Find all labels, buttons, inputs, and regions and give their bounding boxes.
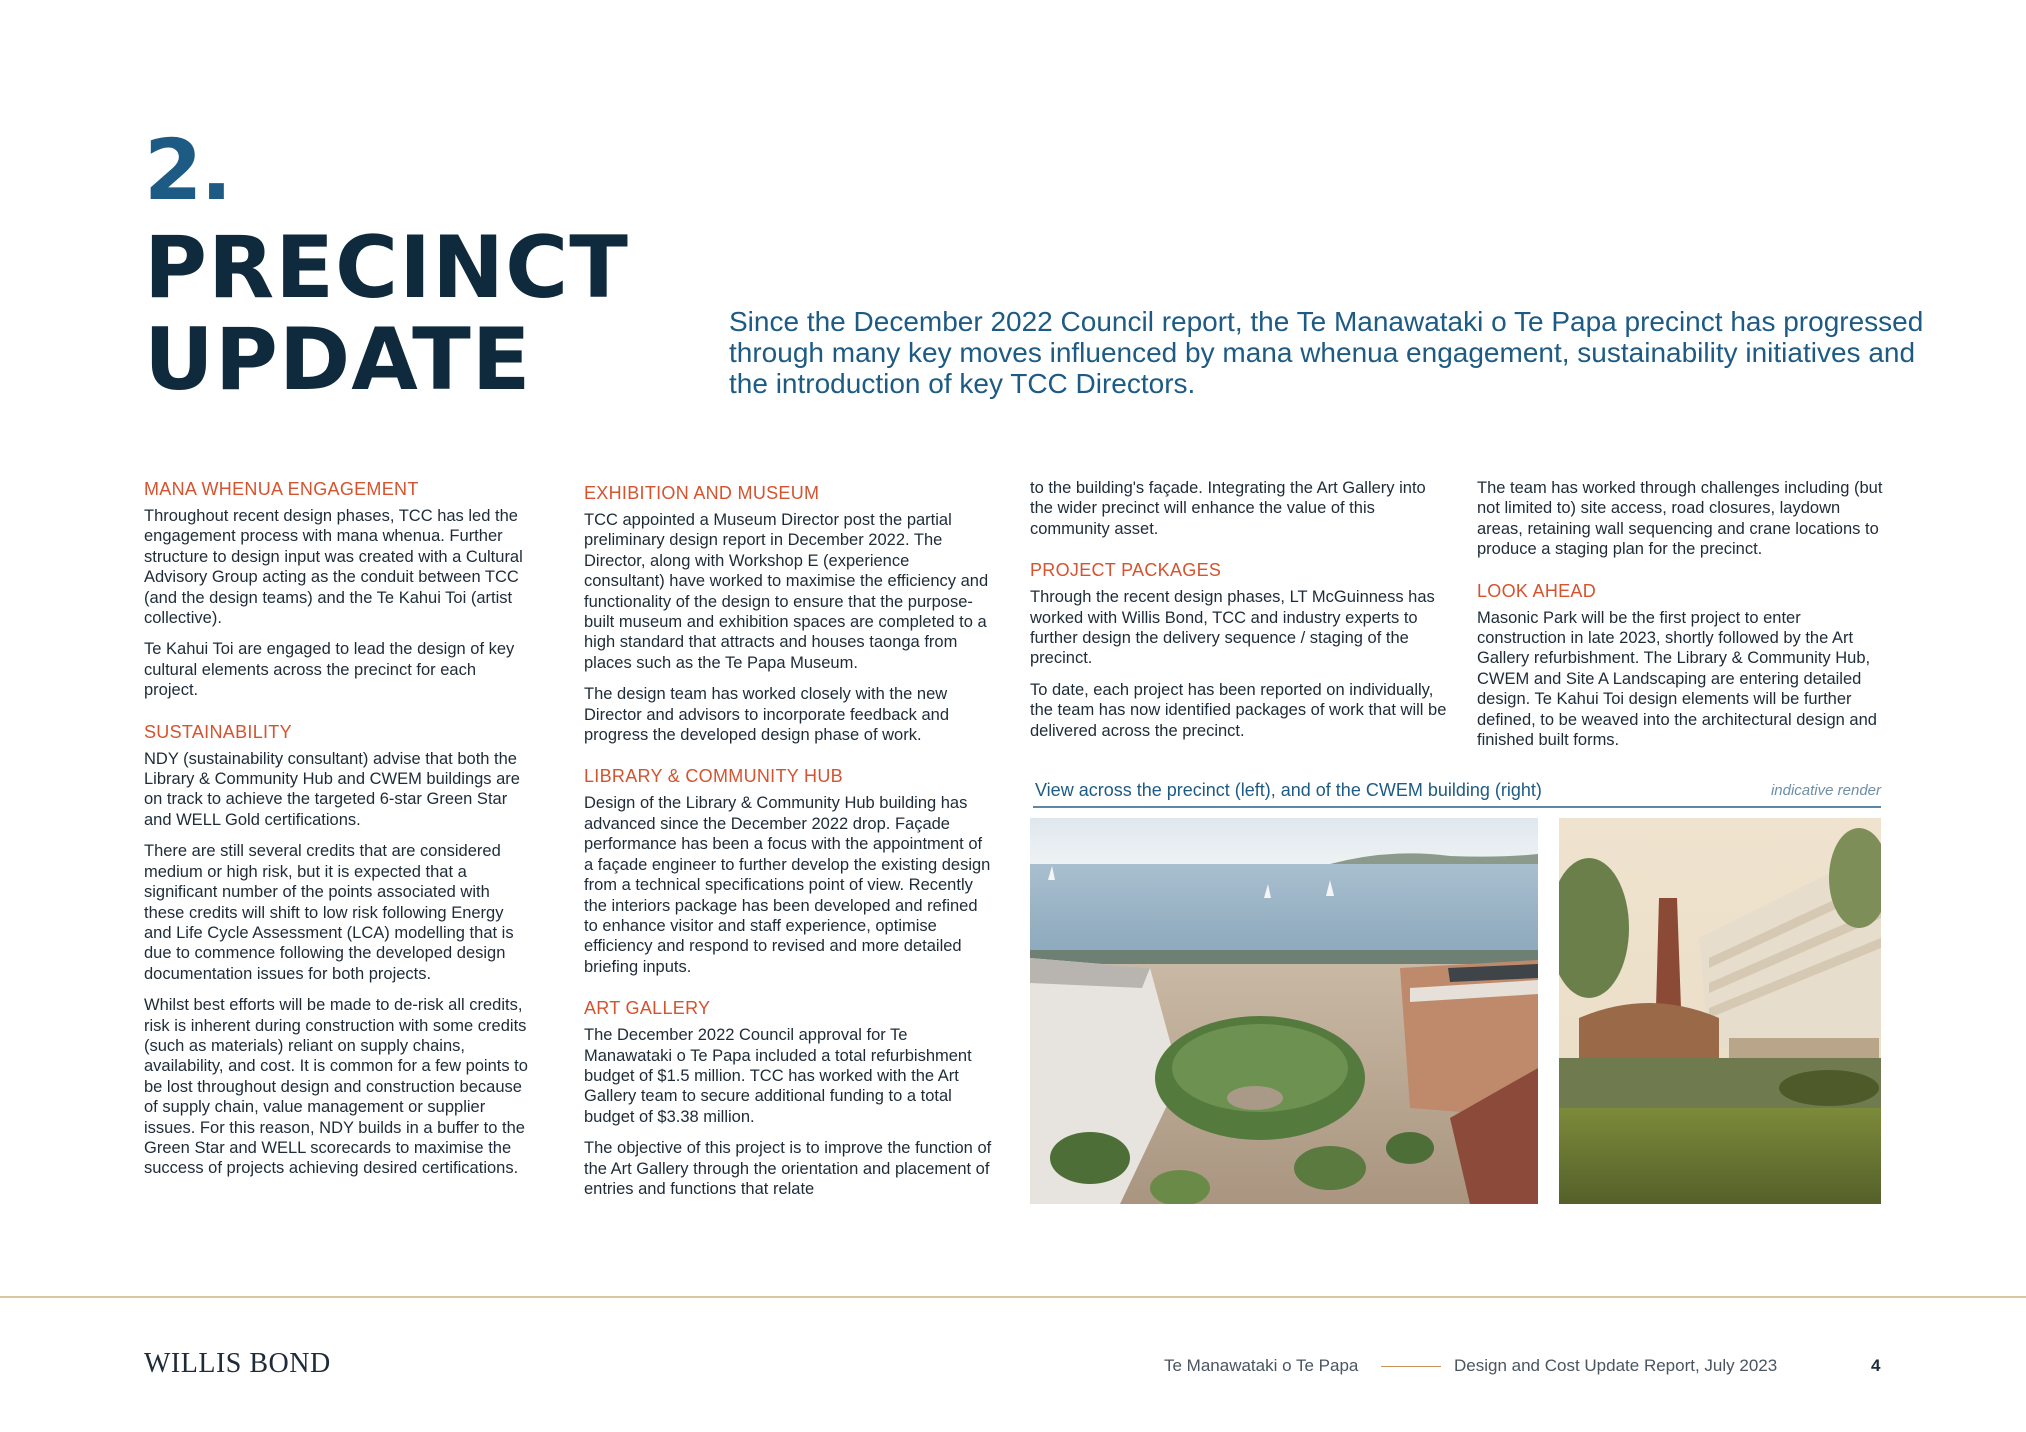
- section-project-packages: [1030, 559, 1450, 741]
- figure-caption: View across the precinct (left), and of the CWEM building (right): [1035, 780, 1542, 800]
- paragraph: The team has worked through challenges including (but not limited to) site access, road closures, laydown areas, retaining wall sequencing and crane locations to produce a staging plan for the precinct.: [1477, 479, 1883, 559]
- paragraph: To date, each project has been reported on individually, the team has now identified packages of work that will be delivered across the precinct.: [1030, 680, 1447, 740]
- section-number: 2.: [144, 121, 231, 219]
- cwem-render-image: [1559, 818, 1881, 1204]
- section-look-ahead: [1477, 580, 1887, 751]
- paragraph: Throughout recent design phases, TCC has led the engagement process with mana whenua. Further structure to design input was created with a Cultural Advisory Group acting as the conduit between TCC (and the design teams) and the Te Kahui Toi (artist collective).: [144, 507, 523, 628]
- section-sustainability: [144, 721, 534, 1179]
- paragraph: Design of the Library & Community Hub building has advanced since the December 2022 drop. Façade performance has been a focus with the appointment of a façade engineer to further develop the existing design from a technical specifications point of view. Recently the interiors package has been developed and refined to enhance visitor and staff experience, optimise efficiency and respond to revised and more detailed briefing inputs.: [584, 794, 991, 976]
- column-2: [584, 482, 994, 1219]
- heading-look-ahead: LOOK AHEAD: [1477, 580, 1597, 601]
- footer-project-name: Te Manawataki o Te Papa: [1164, 1356, 1359, 1375]
- title-line-2: UPDATE: [144, 310, 532, 410]
- heading-project-packages: PROJECT PACKAGES: [1030, 560, 1222, 581]
- willis-bond-logo: WILLIS BOND: [144, 1348, 331, 1379]
- page-number: 4: [1871, 1356, 1881, 1375]
- paragraph: The objective of this project is to improve the function of the Art Gallery through the orientation and placement of entries and functions that relate: [584, 1139, 992, 1198]
- figure-caption-row: [1033, 780, 1881, 808]
- heading-mana-whenua: MANA WHENUA ENGAGEMENT: [144, 479, 419, 499]
- section-art-gallery: [584, 997, 994, 1199]
- paragraph: Whilst best efforts will be made to de-risk all credits, risk is inherent during construction with some credits (such as materials) reliant on supply chains, availability, and cost. It is common for a few points to be lost throughout design and construction because of supply chain, value management or supplier issues. For this reason, NDY builds in a buffer to the Green Star and WELL scorecards to maximise the success of projects achieving desired certifications.: [144, 996, 528, 1178]
- paragraph: There are still several credits that are considered medium or high risk, but it is expected that a significant number of the points associated with these credits will shift to low risk following Energy and Life Cycle Assessment (LCA) modelling that is due to commence following the developed design documentation issues for both projects.: [144, 842, 514, 983]
- paragraph: NDY (sustainability consultant) advise that both the Library & Community Hub and CWEM buildings are on track to achieve the targeted 6-star Green Star and WELL Gold certifications.: [144, 749, 520, 829]
- heading-library-hub: LIBRARY & COMMUNITY HUB: [584, 766, 843, 787]
- column-1: [144, 478, 534, 1199]
- paragraph: Te Kahui Toi are engaged to lead the design of key cultural elements across the precinct for each project.: [144, 640, 515, 700]
- precinct-render-illustration: [1030, 818, 1538, 1204]
- section-mana-whenua: [144, 478, 534, 701]
- footer-report-name: Design and Cost Update Report, July 2023: [1454, 1356, 1778, 1375]
- paragraph: TCC appointed a Museum Director post the partial preliminary design report in December 2022. The Director, along with Workshop E (experience consultant) have worked to maximise the efficiency and functionality of the design to ensure that the purpose-built museum and exhibition spaces are completed to a high standard that attracts and houses taonga from places such as the Te Papa Museum.: [584, 511, 989, 672]
- paragraph: Through the recent design phases, LT McGuinness has worked with Willis Bond, TCC and industry experts to further design the delivery sequence / staging of the precinct.: [1030, 588, 1435, 668]
- paragraph: to the building's façade. Integrating the Art Gallery into the wider precinct will enhance the value of this community asset.: [1030, 479, 1426, 538]
- column-3: [1030, 478, 1450, 761]
- heading-exhibition-museum: EXHIBITION AND MUSEUM: [584, 483, 820, 503]
- section-challenges: [1477, 478, 1887, 560]
- page-title: [144, 218, 629, 410]
- cwem-render-illustration: [1559, 818, 1881, 1204]
- section-exhibition-museum: [584, 482, 994, 745]
- paragraph: Masonic Park will be the first project to enter construction in late 2023, shortly followed by the Art Gallery refurbishment. The Library & Community Hub, CWEM and Site A Landscaping are entering detailed design. Te Kahui Toi design elements will be further defined, to be weaved into the architectural design and finished built forms.: [1477, 608, 1877, 750]
- paragraph: The design team has worked closely with the new Director and advisors to incorporate feedback and progress the developed design phase of work.: [584, 685, 950, 745]
- render-note: indicative render: [1770, 782, 1881, 799]
- column-4: [1477, 478, 1887, 770]
- footer-separator-line: [1381, 1366, 1441, 1367]
- paragraph: The December 2022 Council approval for Te Manawataki o Te Papa included a total refurbishment budget of $1.5 million. TCC has worked with the Art Gallery team to secure additional funding to a total budget of $3.38 million.: [584, 1026, 972, 1126]
- footer-divider: [0, 1296, 2026, 1298]
- title-line-1: PRECINCT: [144, 218, 629, 318]
- section-art-gallery-cont: [1030, 478, 1450, 539]
- heading-art-gallery: ART GALLERY: [584, 998, 711, 1019]
- section-library-hub: [584, 765, 994, 977]
- heading-sustainability: SUSTAINABILITY: [144, 721, 292, 742]
- precinct-render-image: [1030, 818, 1538, 1204]
- intro-paragraph: Since the December 2022 Council report, the Te Manawataki o Te Papa precinct has progressed through many key moves influenced by mana whenua engagement, sustainability initiatives and the introduction of key TCC Directors.: [729, 306, 1924, 399]
